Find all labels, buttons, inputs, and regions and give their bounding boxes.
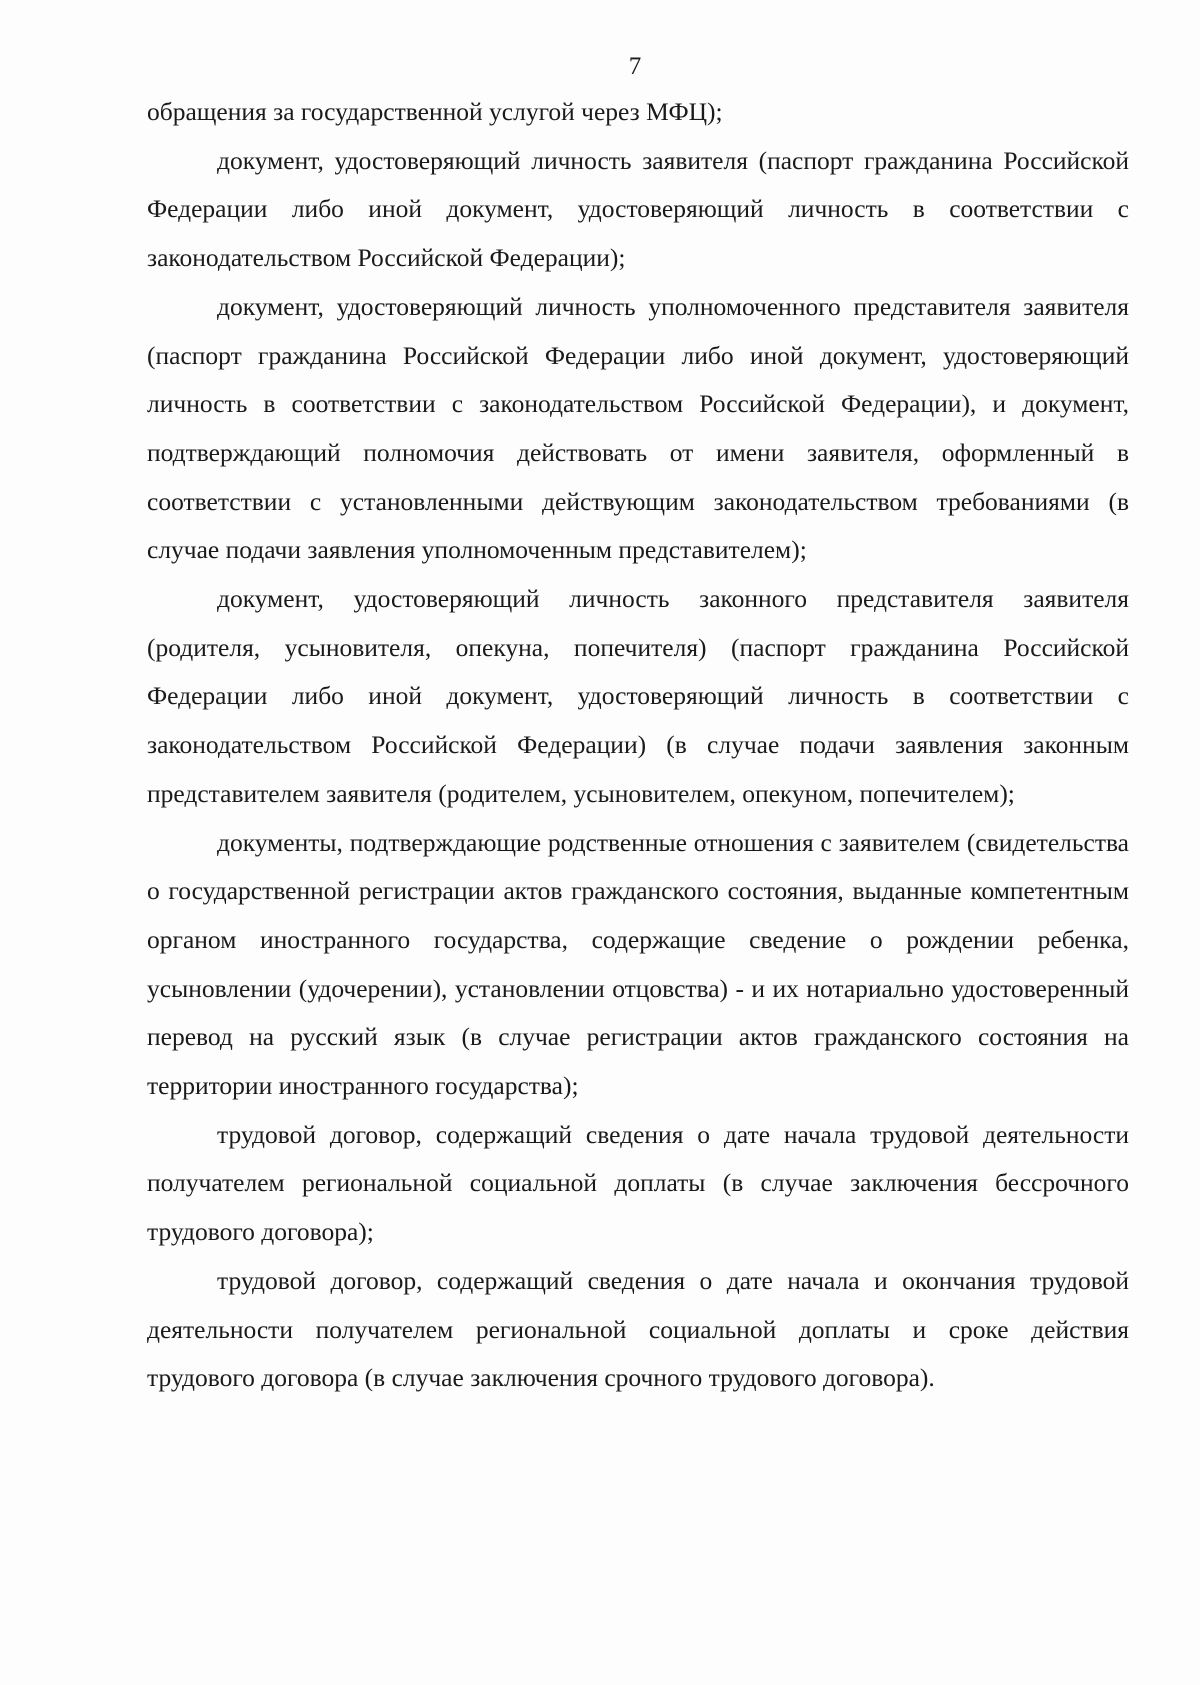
document-body (147, 88, 1129, 1403)
continuation-line: обращения за государственной услугой через МФЦ); (147, 97, 723, 126)
paragraph-permanent-contract: трудовой договор, содержащий сведения о дате начала трудовой деятельности получателем региональной социальной доплаты (в случае заключения бессрочного трудового договора); (147, 1119, 1129, 1247)
paragraph-kinship-documents: документы, подтверждающие родственные отношения с заявителем (свидетельства о государственной регистрации актов гражданского состояния, выданные компетентным органом иностранного государства, содержащие сведение о рождении ребенка, усыновлении (удочерении), установлении отцовства) - и их нотариально удостоверенный перевод на русский язык (в случае регистрации актов гражданского состояния на территории иностранного государства); (147, 827, 1129, 1101)
paragraph-legal-representative: документ, удостоверяющий личность законного представителя заявителя (родителя, усыновителя, опекуна, попечителя) (паспорт гражданина Российской Федерации либо иной документ, удостоверяющий личность в соответствии с законодательством Российской Федерации) (в случае подачи заявления законным представителем заявителя (родителем, усыновителем, опекуном, попечителем); (147, 584, 1129, 808)
paragraph-authorized-representative: документ, удостоверяющий личность уполномоченного представителя заявителя (паспорт гражданина Российской Федерации либо иной документ, удостоверяющий личность в соответствии с законодательством Российской Федерации), и документ, подтверждающий полномочия действовать от имени заявителя, оформленный в соответствии с установленными действующим законодательством требованиями (в случае подачи заявления уполномоченным представителем); (147, 291, 1129, 565)
paragraph-identity-document: документ, удостоверяющий личность заявителя (паспорт гражданина Российской Федерации либо иной документ, удостоверяющий личность в соответствии с законодательством Российской Федерации); (147, 145, 1129, 273)
paragraph-fixed-term-contract: трудовой договор, содержащий сведения о дате начала и окончания трудовой деятельности получателем региональной социальной доплаты и сроке действия трудового договора (в случае заключения срочного трудового договора). (147, 1265, 1129, 1393)
page-number: 7 (628, 53, 642, 80)
